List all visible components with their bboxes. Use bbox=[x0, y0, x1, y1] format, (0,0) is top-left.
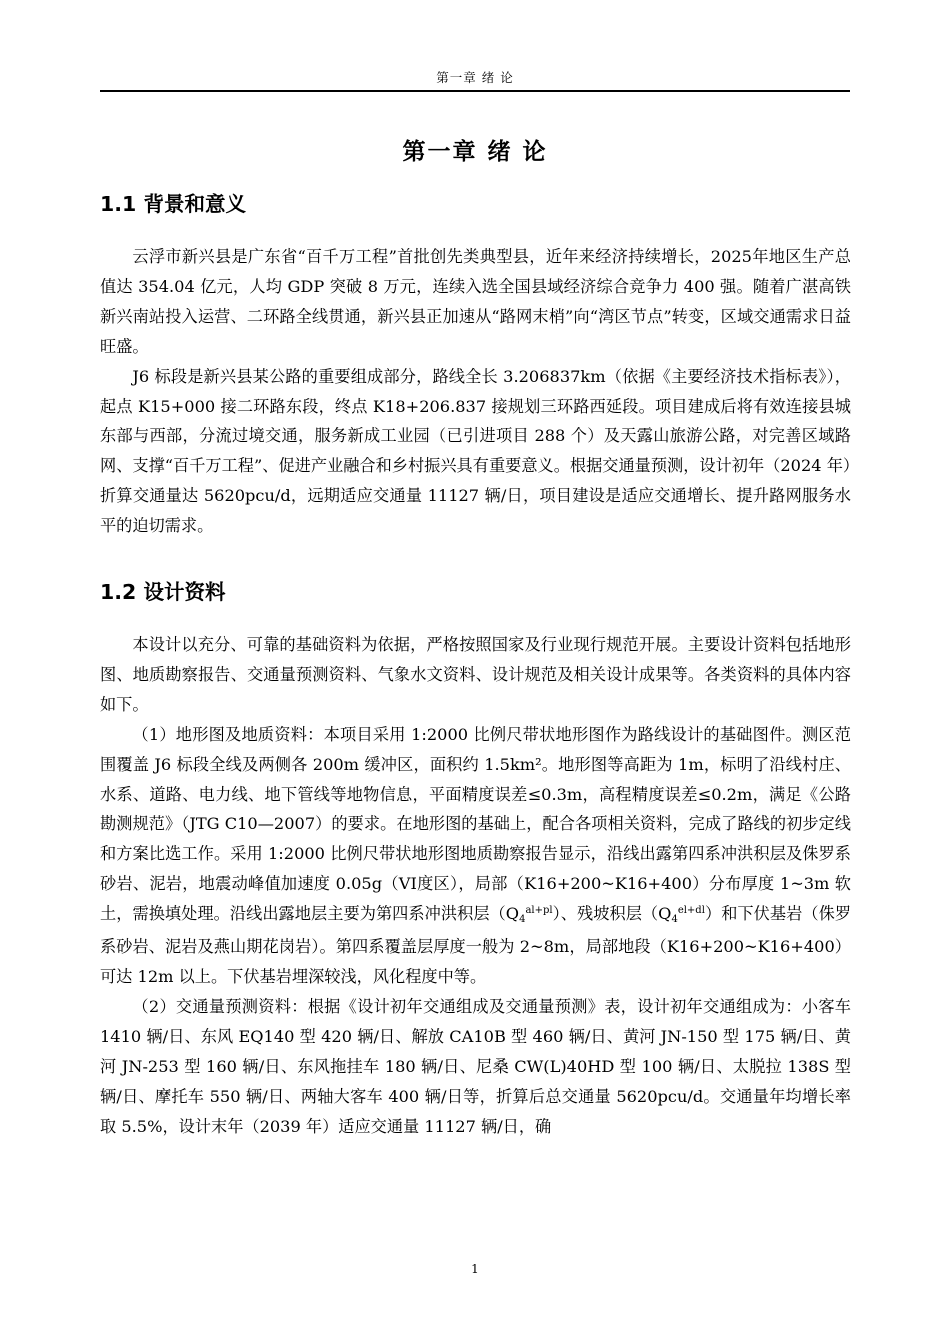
text-run: （1）地形图及地质资料：本项目采用 1:2000 比例尺带状地形图作为路线设计的基础图件。测区范围覆盖 J6 标段全线及两侧各 200m 缓冲区，面积约 1.5km²。地形图等高距为 1m，标明了沿线村庄、水系、道路、电力线、地下管线等地物信息，平面精度误差≤0.3m，高程精度误差≤0.2m，满足《公路勘测规范》（JTG C10—2007）的要求。在地形图的基础上，配合各项相关资料，完成了路线的初步定线和方案比选工作。采用 1:2000 比例尺带状地形图地质勘察报告显示，沿线出露第四系冲洪积层及侏罗系砂岩、泥岩，地震动峰值加速度 0.05g（VI度区），局部（K16+200~K16+400）分布厚度 1~3m 软土，需换填处理。沿线出露地层主要为第四系冲洪积层（Q bbox=[100, 724, 851, 924]
chapter-title: 第一章 绪 论 bbox=[402, 139, 548, 165]
text-run: ）、残坡积层（Q bbox=[552, 904, 672, 924]
section-heading-1-1: 1.1 背景和意义 bbox=[100, 192, 246, 216]
page-number: 1 bbox=[471, 1262, 479, 1276]
section-heading-1-2: 1.2 设计资料 bbox=[100, 580, 226, 604]
paragraph-traffic-forecast: （2）交通量预测资料：根据《设计初年交通组成及交通量预测》表，设计初年交通组成为：小客车 1410 辆/日、东风 EQ140 型 420 辆/日、解放 CA10B 型 460 辆/日、黄河 JN-150 型 175 辆/日、黄河 JN-253 型 160 辆/日、东风拖挂车 180 辆/日、尼桑 CW(L)40HD 型 100 辆/日、太脱拉 138S 型辆/日、摩托车 550 辆/日、两轴大客车 400 辆/日等，折算后总交通量 5620pcu/d。交通量年均增长率取 5.5%，设计末年（2039 年）适应交通量 11127 辆/日，确 bbox=[100, 996, 851, 1136]
paragraph: J6 标段是新兴县某公路的重要组成部分，路线全长 3.206837km（依据《主要经济技术指标表》），起点 K15+000 接二环路东段，终点 K18+206.837 接规划三环路西延段。项目建成后将有效连接县城东部与西部，分流过境交通，服务新成工业园（已引进项目 288 个）及天露山旅游公路，对完善区域路网、支撑“百千万工程”、促进产业融合和乡村振兴具有重要意义。根据交通量预测，设计初年（2024 年）折算交通量达 5620pcu/d，远期适应交通量 11127 辆/日，项目建设是适应交通增长、提升路网服务水平的迫切需求。 bbox=[100, 366, 851, 536]
section-1-1-body bbox=[100, 242, 851, 541]
running-header: 第一章 绪 论 bbox=[436, 70, 514, 85]
superscript: al+pl bbox=[525, 905, 553, 917]
superscript: el+dl bbox=[677, 905, 705, 917]
subscript: 4 bbox=[519, 914, 526, 926]
paragraph: 云浮市新兴县是广东省“百千万工程”首批创先类典型县，近年来经济持续增长，2025年地区生产总值达 354.04 亿元，人均 GDP 突破 8 万元，连续入选全国县域经济综合竞争力 400 强。随着广湛高铁新兴南站投入运营、二环路全线贯通，新兴县正加速从“路网末梢”向“湾区节点”转变，区域交通需求日益旺盛。 bbox=[100, 247, 851, 356]
paragraph-terrain-geology bbox=[100, 720, 851, 992]
section-1-2-body bbox=[100, 630, 851, 1141]
header-rule bbox=[100, 90, 850, 92]
paragraph: 本设计以充分、可靠的基础资料为依据，严格按照国家及行业现行规范开展。主要设计资料包括地形图、地质勘察报告、交通量预测资料、气象水文资料、设计规范及相关设计成果等。各类资料的具体内容如下。 bbox=[100, 635, 851, 714]
text-run: ）和下伏基岩（侏罗系砂岩、泥岩及燕山期花岗岩）。第四系覆盖层厚度一般为 2~8m，局部地段（K16+200~K16+400）可达 12m 以上。下伏基岩埋深较浅，风化程度中等。 bbox=[100, 904, 852, 986]
subscript: 4 bbox=[671, 914, 678, 926]
